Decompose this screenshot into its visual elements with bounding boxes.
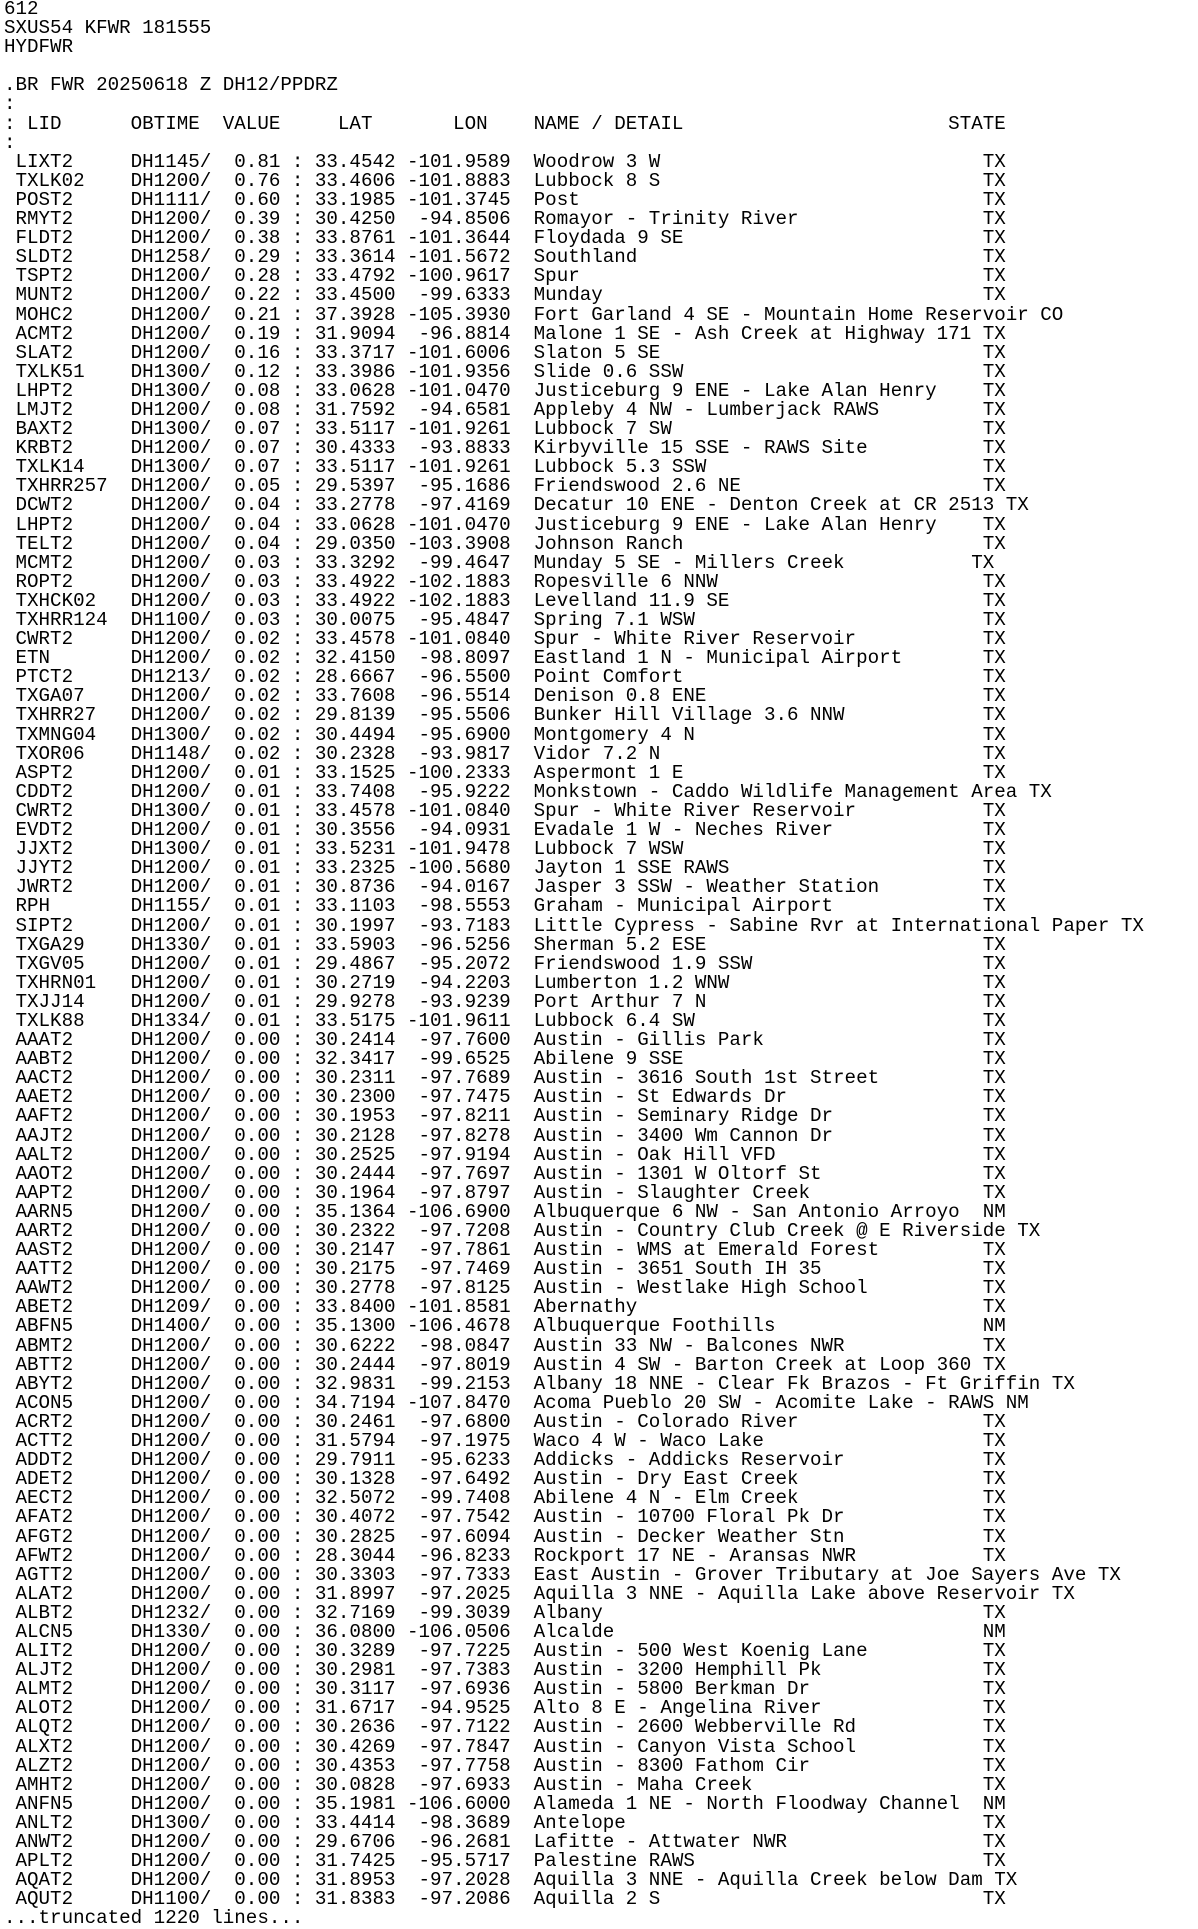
data-row: ABMT2 DH1200/ 0.00 : 30.6222 -98.0847 Austin 33 NW - Balcones NWR TX [4,1334,1006,1357]
data-row: ALAT2 DH1200/ 0.00 : 31.8997 -97.2025 Aquilla 3 NNE - Aquilla Lake above Reservoir TX [4,1582,1075,1605]
data-row: AAET2 DH1200/ 0.00 : 30.2300 -97.7475 Austin - St Edwards Dr TX [4,1086,1006,1109]
data-row: CDDT2 DH1200/ 0.01 : 33.7408 -95.9222 Monkstown - Caddo Wildlife Management Area TX [4,780,1052,803]
data-row: SLDT2 DH1258/ 0.29 : 33.3614 -101.5672 Southland TX [4,246,1006,269]
data-row: TXHRR27 DH1200/ 0.02 : 29.8139 -95.5506 Bunker Hill Village 3.6 NNW TX [4,704,1006,727]
data-row: ABFN5 DH1400/ 0.00 : 35.1300 -106.4678 Albuquerque Foothills NM [4,1315,1006,1338]
data-row: TXGA29 DH1330/ 0.01 : 33.5903 -96.5256 Sherman 5.2 ESE TX [4,933,1006,956]
data-row: ALIT2 DH1200/ 0.00 : 30.3289 -97.7225 Austin - 500 West Koenig Lane TX [4,1640,1006,1663]
data-row: AQUT2 DH1100/ 0.00 : 31.8383 -97.2086 Aquilla 2 S TX [4,1888,1006,1911]
data-row: PTCT2 DH1213/ 0.02 : 28.6667 -96.5500 Point Comfort TX [4,666,1006,689]
data-row: ANWT2 DH1200/ 0.00 : 29.6706 -96.2681 Lafitte - Attwater NWR TX [4,1831,1006,1853]
data-row: BAXT2 DH1300/ 0.07 : 33.5117 -101.9261 Lubbock 7 SW TX [4,418,1006,441]
data-row: TXGA07 DH1200/ 0.02 : 33.7608 -96.5514 Denison 0.8 ENE TX [4,685,1006,708]
data-row: TXOR06 DH1148/ 0.02 : 30.2328 -93.9817 Vidor 7.2 N TX [4,742,1006,765]
data-row: ACRT2 DH1200/ 0.00 : 30.2461 -97.6800 Austin - Colorado River TX [4,1410,1006,1433]
header-line: : LID OBTIME VALUE LAT LON NAME / DETAIL STATE [4,112,1006,135]
data-row: LHPT2 DH1300/ 0.08 : 33.0628 -101.0470 Justiceburg 9 ENE - Lake Alan Henry TX [4,379,1006,402]
data-row: SLAT2 DH1200/ 0.16 : 33.3717 -101.6006 Slaton 5 SE TX [4,341,1006,364]
data-row: TXHCK02 DH1200/ 0.03 : 33.4922 -102.1883 Levelland 11.9 SE TX [4,589,1006,612]
data-row: TELT2 DH1200/ 0.04 : 29.0350 -103.3908 Johnson Ranch TX [4,532,1006,555]
data-row: AALT2 DH1200/ 0.00 : 30.2525 -97.9194 Austin - Oak Hill VFD TX [4,1143,1006,1166]
data-row: KRBT2 DH1200/ 0.07 : 30.4333 -93.8833 Kirbyville 15 SSE - RAWS Site TX [4,437,1006,460]
data-row: AMHT2 DH1200/ 0.00 : 30.0828 -97.6933 Austin - Maha Creek TX [4,1773,1006,1796]
data-row: ALBT2 DH1232/ 0.00 : 32.7169 -99.3039 Albany TX [4,1601,1006,1624]
data-row: ALOT2 DH1200/ 0.00 : 31.6717 -94.9525 Alto 8 E - Angelina River TX [4,1697,1006,1720]
header-line: 612 [4,0,39,20]
data-row: ABYT2 DH1200/ 0.00 : 32.9831 -99.2153 Albany 18 NNE - Clear Fk Brazos - Ft Griffin TX [4,1372,1075,1395]
data-row: CWRT2 DH1300/ 0.01 : 33.4578 -101.0840 Spur - White River Reservoir TX [4,799,1006,822]
truncation-note: ...truncated 1220 lines... [4,1907,304,1929]
data-row: AART2 DH1200/ 0.00 : 30.2322 -97.7208 Austin - Country Club Creek @ E Riverside TX [4,1220,1041,1242]
data-row: AAOT2 DH1200/ 0.00 : 30.2444 -97.7697 Austin - 1301 W Oltorf St TX [4,1162,1006,1185]
data-row: APLT2 DH1200/ 0.00 : 31.7425 -95.5717 Palestine RAWS TX [4,1850,1006,1873]
data-row: ADDT2 DH1200/ 0.00 : 29.7911 -95.6233 Addicks - Addicks Reservoir TX [4,1449,1006,1472]
data-row: TXGV05 DH1200/ 0.01 : 29.4867 -95.2072 Friendswood 1.9 SSW TX [4,952,1006,975]
data-row: ACMT2 DH1200/ 0.19 : 31.9094 -96.8814 Malone 1 SE - Ash Creek at Highway 171 TX [4,322,1006,345]
data-row: ADET2 DH1200/ 0.00 : 30.1328 -97.6492 Austin - Dry East Creek TX [4,1468,1006,1491]
data-row: AARN5 DH1200/ 0.00 : 35.1364 -106.6900 Albuquerque 6 NW - San Antonio Arroyo NM [4,1200,1006,1223]
data-row: AGTT2 DH1200/ 0.00 : 30.3303 -97.7333 East Austin - Grover Tributary at Joe Sayers Ave TX [4,1563,1121,1586]
header-line: SXUS54 KFWR 181555 [4,17,212,40]
header-line: .BR FWR 20250618 Z DH12/PPDRZ [4,74,338,97]
data-row: ASPT2 DH1200/ 0.01 : 33.1525 -100.2333 Aspermont 1 E TX [4,761,1006,784]
data-row: POST2 DH1111/ 0.60 : 33.1985 -101.3745 Post TX [4,188,1006,211]
data-row: ABTT2 DH1200/ 0.00 : 30.2444 -97.8019 Austin 4 SW - Barton Creek at Loop 360 TX [4,1353,1006,1376]
data-row: AACT2 DH1200/ 0.00 : 30.2311 -97.7689 Austin - 3616 South 1st Street TX [4,1067,1006,1090]
data-row: LIXT2 DH1145/ 0.81 : 33.4542 -101.9589 Woodrow 3 W TX [4,150,1006,173]
data-row: ALXT2 DH1200/ 0.00 : 30.4269 -97.7847 Austin - Canyon Vista School TX [4,1735,1006,1758]
data-row: ALCN5 DH1330/ 0.00 : 36.0800 -106.0506 Alcalde NM [4,1620,1006,1643]
data-row: AECT2 DH1200/ 0.00 : 32.5072 -99.7408 Abilene 4 N - Elm Creek TX [4,1487,1006,1510]
data-row: ANFN5 DH1200/ 0.00 : 35.1981 -106.6000 Alameda 1 NE - North Floodway Channel NM [4,1792,1006,1815]
header-line: HYDFWR [4,36,74,59]
data-row: MCMT2 DH1200/ 0.03 : 33.3292 -99.4647 Munday 5 SE - Millers Creek TX [4,551,995,574]
data-row: MUNT2 DH1200/ 0.22 : 33.4500 -99.6333 Munday TX [4,284,1006,307]
data-row: AAFT2 DH1200/ 0.00 : 30.1953 -97.8211 Austin - Seminary Ridge Dr TX [4,1105,1006,1128]
header-line: : [4,93,16,116]
data-row: FLDT2 DH1200/ 0.38 : 33.8761 -101.3644 Floydada 9 SE TX [4,227,1006,250]
data-row: AATT2 DH1200/ 0.00 : 30.2175 -97.7469 Austin - 3651 South IH 35 TX [4,1258,1006,1281]
data-row: LHPT2 DH1200/ 0.04 : 33.0628 -101.0470 Justiceburg 9 ENE - Lake Alan Henry TX [4,513,1006,536]
data-row: AAAT2 DH1200/ 0.00 : 30.2414 -97.7600 Austin - Gillis Park TX [4,1029,1006,1052]
data-row: ROPT2 DH1200/ 0.03 : 33.4922 -102.1883 Ropesville 6 NNW TX [4,570,1006,593]
data-row: AAPT2 DH1200/ 0.00 : 30.1964 -97.8797 Austin - Slaughter Creek TX [4,1181,1006,1204]
data-row: EVDT2 DH1200/ 0.01 : 30.3556 -94.0931 Evadale 1 W - Neches River TX [4,819,1006,842]
data-row: RMYT2 DH1200/ 0.39 : 30.4250 -94.8506 Romayor - Trinity River TX [4,208,1006,231]
data-row: TSPT2 DH1200/ 0.28 : 33.4792 -100.9617 Spur TX [4,265,1006,288]
data-row: TXJJ14 DH1200/ 0.01 : 29.9278 -93.9239 Port Arthur 7 N TX [4,990,1006,1013]
data-row: AFGT2 DH1200/ 0.00 : 30.2825 -97.6094 Austin - Decker Weather Stn TX [4,1525,1006,1548]
data-row: TXMNG04 DH1300/ 0.02 : 30.4494 -95.6900 Montgomery 4 N TX [4,723,1006,746]
data-row: TXHRR124 DH1100/ 0.03 : 30.0075 -95.4847 Spring 7.1 WSW TX [4,609,1006,631]
data-row: TXHRR257 DH1200/ 0.05 : 29.5397 -95.1686 Friendswood 2.6 NE TX [4,475,1006,498]
data-row: AQAT2 DH1200/ 0.00 : 31.8953 -97.2028 Aquilla 3 NNE - Aquilla Creek below Dam TX [4,1869,1018,1892]
data-row: TXLK14 DH1300/ 0.07 : 33.5117 -101.9261 Lubbock 5.3 SSW TX [4,456,1006,479]
data-row: TXHRN01 DH1200/ 0.01 : 30.2719 -94.2203 Lumberton 1.2 WNW TX [4,971,1006,994]
data-row: ALMT2 DH1200/ 0.00 : 30.3117 -97.6936 Austin - 5800 Berkman Dr TX [4,1678,1006,1701]
data-row: ACTT2 DH1200/ 0.00 : 31.5794 -97.1975 Waco 4 W - Waco Lake TX [4,1430,1006,1453]
data-row: AAST2 DH1200/ 0.00 : 30.2147 -97.7861 Austin - WMS at Emerald Forest TX [4,1239,1006,1262]
data-row: TXLK88 DH1334/ 0.01 : 33.5175 -101.9611 Lubbock 6.4 SW TX [4,1009,1006,1032]
data-row: ALZT2 DH1200/ 0.00 : 30.4353 -97.7758 Austin - 8300 Fathom Cir TX [4,1754,1006,1777]
data-row: CWRT2 DH1200/ 0.02 : 33.4578 -101.0840 Spur - White River Reservoir TX [4,628,1006,651]
header-line: : [4,131,16,154]
data-row: ACON5 DH1200/ 0.00 : 34.7194 -107.8470 Acoma Pueblo 20 SW - Acomite Lake - RAWS NM [4,1391,1029,1414]
data-row: ETN DH1200/ 0.02 : 32.4150 -98.8097 Eastland 1 N - Municipal Airport TX [4,647,1006,670]
data-row: ALQT2 DH1200/ 0.00 : 30.2636 -97.7122 Austin - 2600 Webberville Rd TX [4,1716,1006,1739]
data-row: JWRT2 DH1200/ 0.01 : 30.8736 -94.0167 Jasper 3 SSW - Weather Station TX [4,876,1006,899]
data-row: ALJT2 DH1200/ 0.00 : 30.2981 -97.7383 Austin - 3200 Hemphill Pk TX [4,1659,1006,1682]
data-row: AAJT2 DH1200/ 0.00 : 30.2128 -97.8278 Austin - 3400 Wm Cannon Dr TX [4,1124,1006,1147]
data-row: ANLT2 DH1300/ 0.00 : 33.4414 -98.3689 Antelope TX [4,1811,1006,1834]
data-row: MOHC2 DH1200/ 0.21 : 37.3928 -105.3930 Fort Garland 4 SE - Mountain Home Reservoir CO [4,303,1064,326]
data-row: SIPT2 DH1200/ 0.01 : 30.1997 -93.7183 Little Cypress - Sabine Rvr at International Paper TX [4,914,1144,937]
data-row: TXLK51 DH1300/ 0.12 : 33.3986 -101.9356 Slide 0.6 SSW TX [4,360,1006,383]
data-row: ABET2 DH1209/ 0.00 : 33.8400 -101.8581 Abernathy TX [4,1296,1006,1319]
data-row: JJXT2 DH1300/ 0.01 : 33.5231 -101.9478 Lubbock 7 WSW TX [4,838,1006,861]
data-row: RPH DH1155/ 0.01 : 33.1103 -98.5553 Graham - Municipal Airport TX [4,895,1006,918]
data-row: AAWT2 DH1200/ 0.00 : 30.2778 -97.8125 Austin - Westlake High School TX [4,1277,1006,1300]
data-row: DCWT2 DH1200/ 0.04 : 33.2778 -97.4169 Decatur 10 ENE - Denton Creek at CR 2513 TX [4,494,1029,517]
data-row: LMJT2 DH1200/ 0.08 : 31.7592 -94.6581 Appleby 4 NW - Lumberjack RAWS TX [4,398,1006,421]
data-row: AFAT2 DH1200/ 0.00 : 30.4072 -97.7542 Austin - 10700 Floral Pk Dr TX [4,1506,1006,1529]
data-row: TXLK02 DH1200/ 0.76 : 33.4606 -101.8883 Lubbock 8 S TX [4,169,1006,192]
data-row: AFWT2 DH1200/ 0.00 : 28.3044 -96.8233 Rockport 17 NE - Aransas NWR TX [4,1544,1006,1567]
data-row: AABT2 DH1200/ 0.00 : 32.3417 -99.6525 Abilene 9 SSE TX [4,1048,1006,1071]
data-row: JJYT2 DH1200/ 0.01 : 33.2325 -100.5680 Jayton 1 SSE RAWS TX [4,857,1006,880]
